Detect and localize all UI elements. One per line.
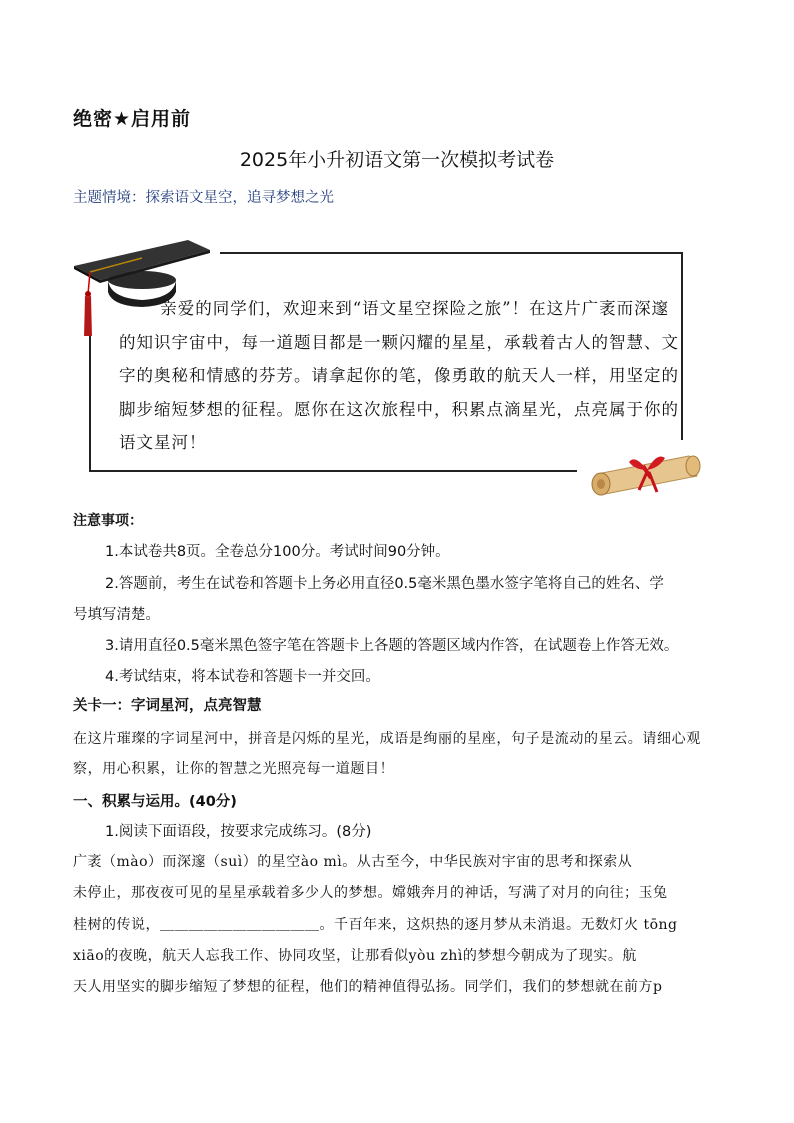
frame-bottom-line — [89, 470, 577, 472]
note-item: 2.答题前，考生在试卷和答题卡上务必用直径0.5毫米黑色墨水签字笔将自己的姓名、学 — [105, 576, 664, 592]
level-one-title: 关卡一：字词星河，点亮智慧 — [73, 698, 262, 714]
greeting-paragraph: 亲爱的同学们，欢迎来到“语文星空探险之旅”！在这片广袤而深邃的知识宇宙中，每一道题目都是一颗闪耀的星星，承载着古人的智慧、文字的奥秘和情感的芬芳。请拿起你的笔，像勇敢的航天人一样，用坚定的脚步缩短梦想的征程。愿你在这次旅程中，积累点滴星光，点亮属于你的语文星河！ — [119, 299, 679, 452]
confidential-label: 绝密★启用前 — [73, 108, 192, 130]
passage-line: 广袤（mào）而深邃（suì）的星空ào mì。从古至今，中华民族对宇宙的思考和探索从 — [73, 854, 633, 870]
frame-right-line — [681, 252, 683, 440]
theme-subtitle: 主题情境：探索语文星空，追寻梦想之光 — [73, 190, 334, 206]
note-item: 号填写清楚。 — [73, 607, 160, 623]
passage-line: xiāo的夜晚，航天人忘我工作、协同攻坚，让那看似yòu zhì的梦想今朝成为了现实。航 — [73, 948, 637, 964]
passage-line: 未停止，那夜夜可见的星星承载着多少人的梦想。嫦娥奔月的神话，写满了对月的向往；玉兔 — [73, 885, 668, 901]
passage-line: 天人用坚实的脚步缩短了梦想的征程，他们的精神值得弘扬。同学们，我们的梦想就在前方p — [73, 979, 663, 995]
note-item: 3.请用直径0.5毫米黑色签字笔在答题卡上各题的答题区域内作答，在试题卷上作答无效。 — [105, 638, 679, 654]
question-one-prompt: 1.阅读下面语段，按要求完成练习。(8分) — [105, 824, 372, 840]
note-item: 4.考试结束，将本试卷和答题卡一并交回。 — [105, 669, 380, 685]
note-item: 1.本试卷共8页。全卷总分100分。考试时间90分钟。 — [105, 544, 450, 560]
passage-line: 桂树的传说，＿＿＿＿＿＿＿＿＿＿＿。千百年来，这炽热的逐月梦从未消退。无数灯火 tōng — [73, 917, 678, 933]
section-one-title: 一、积累与运用。(40分) — [73, 794, 237, 810]
exam-title: 2025年小升初语文第一次模拟考试卷 — [239, 149, 555, 171]
notes-title: 注意事项： — [73, 513, 143, 529]
level-one-intro: 在这片璀璨的字词星河中，拼音是闪烁的星光，成语是绚丽的星座，句子是流动的星云。请细心观察，用心积累，让你的智慧之光照亮每一道题目！ — [73, 731, 701, 777]
frame-left-line — [89, 336, 91, 472]
frame-top-line — [220, 252, 683, 254]
scroll-icon — [585, 448, 705, 500]
